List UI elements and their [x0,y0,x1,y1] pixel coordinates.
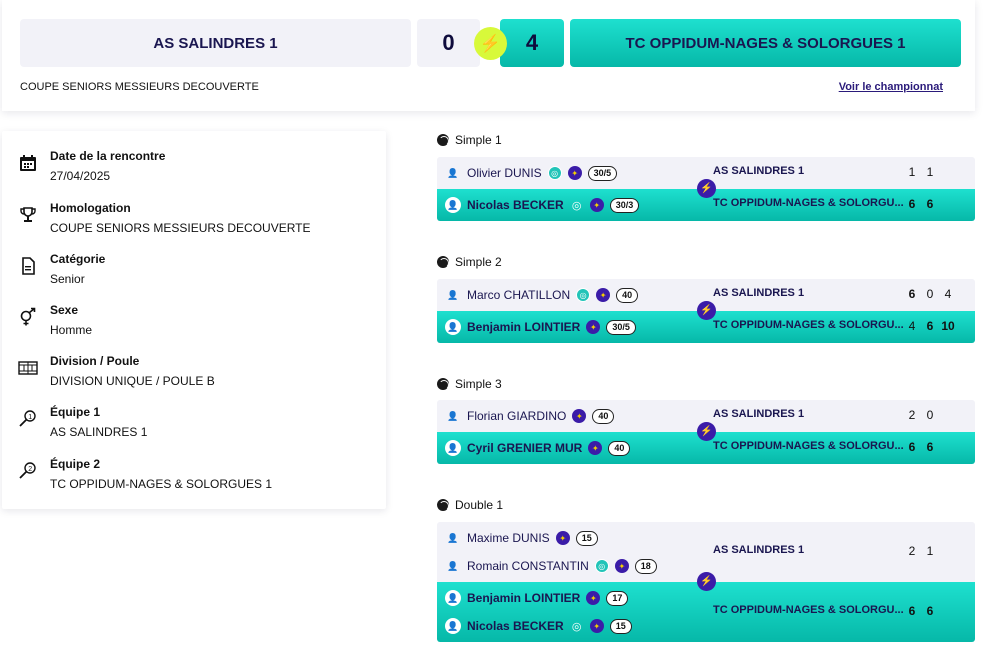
eu-badge-icon: ✦ [596,288,610,302]
player-ranking: 17 [606,591,628,606]
team-name: AS SALINDRES 1 [713,544,805,556]
set-scores [903,544,939,558]
trophy-icon [18,205,38,225]
away-score: 4 [500,19,564,67]
tennis-ball-badge-icon: ◎ [571,199,582,212]
match-title-text: Simple 1 [455,133,502,147]
team-name: AS SALINDRES 1 [713,408,805,420]
player-row[interactable] [445,438,630,458]
set-score: 6 [908,197,916,211]
match-header [2,0,975,111]
player-row[interactable] [445,285,638,305]
set-score: 6 [908,604,916,618]
set-score: 2 [908,544,916,558]
set-score: 0 [926,287,934,301]
set-score: 2 [908,408,916,422]
player-ranking: 30/5 [606,320,636,335]
player-row[interactable] [445,556,657,576]
player-row[interactable] [445,528,598,548]
info-value: Senior [50,272,85,286]
info-row [18,149,378,189]
bolt-icon: ⚡ [697,301,716,320]
home-team-name[interactable]: AS SALINDRES 1 [20,19,411,67]
info-row [18,303,378,343]
tennis-ball-icon [437,134,449,146]
eu-badge-icon: ✦ [586,591,600,605]
racket-2-icon [18,461,38,481]
tennis-ball-badge-icon: ◎ [548,166,562,180]
player-row[interactable] [445,406,614,426]
bolt-icon: ⚡ [697,572,716,591]
set-scores [903,165,939,179]
away-side [437,582,975,642]
player-ranking: 15 [610,619,632,634]
set-score: 6 [908,440,916,454]
competition-name: COUPE SENIORS MESSIEURS DECOUVERTE [20,81,259,93]
player-avatar-icon: 👤 [445,590,461,606]
set-scores [903,319,957,333]
info-label: Homologation [50,201,131,215]
set-score: 1 [926,544,934,558]
set-score: 6 [926,604,934,618]
tennis-ball-icon [437,499,449,511]
match-title [437,498,503,512]
player-row[interactable] [445,616,632,636]
svg-text:1: 1 [28,414,33,421]
player-row[interactable] [445,195,639,215]
eu-badge-icon: ✦ [572,409,586,423]
player-ranking: 30/5 [588,166,618,181]
team-name: TC OPPIDUM-NAGES & SOLORGU... [713,440,904,452]
eu-badge-icon: ✦ [590,198,604,212]
set-score: 1 [926,165,934,179]
player-avatar-icon: 👤 [447,532,459,543]
player-ranking: 18 [635,559,657,574]
info-value: 27/04/2025 [50,169,111,183]
player-row[interactable] [445,317,636,337]
team-name: AS SALINDRES 1 [713,165,805,177]
info-label: Catégorie [50,252,106,266]
player-name[interactable]: Florian GIARDINO [467,409,567,423]
player-ranking: 30/3 [610,198,640,213]
player-avatar-icon: 👤 [445,618,461,634]
player-avatar-icon: 👤 [447,289,459,300]
eu-badge-icon: ✦ [615,559,629,573]
tennis-ball-badge-icon: ◎ [595,559,609,573]
eu-badge-icon: ✦ [586,320,600,334]
player-name[interactable]: Maxime DUNIS [467,531,550,545]
player-name[interactable]: Marco CHATILLON [467,288,571,302]
player-avatar-icon: 👤 [447,560,459,571]
tennis-ball-badge-icon: ◎ [571,620,582,633]
tennis-ball-icon [437,378,449,390]
player-avatar-icon: 👤 [447,410,459,421]
player-name[interactable]: Cyril GRENIER MUR [467,441,583,455]
player-name[interactable]: Olivier DUNIS [467,166,542,180]
info-label: Équipe 1 [50,405,101,419]
bolt-icon: ⚡ [697,179,716,198]
set-score: 0 [926,408,934,422]
home-score: 0 [417,19,480,67]
match-title [437,377,502,391]
player-name[interactable]: Romain CONSTANTIN [467,559,589,573]
player-name[interactable]: Nicolas BECKER [467,198,564,212]
match-title-text: Double 1 [455,498,504,512]
eu-badge-icon: ✦ [568,166,582,180]
set-scores [903,197,939,211]
document-icon [18,256,38,276]
player-ranking: 15 [576,531,598,546]
match-info-card [2,131,386,509]
bolt-icon: ⚡ [697,422,716,441]
tennis-ball-badge-icon: ◎ [576,288,590,302]
player-name[interactable]: Benjamin LOINTIER [467,591,581,605]
set-score: 4 [944,287,952,301]
set-scores [903,604,939,618]
info-value: DIVISION UNIQUE / POULE B [50,374,215,388]
view-championship-link[interactable]: Voir le championnat [838,81,943,93]
info-value: TC OPPIDUM-NAGES & SOLORGUES 1 [50,477,273,491]
info-label: Date de la rencontre [50,149,166,163]
player-row[interactable] [445,588,628,608]
player-name[interactable]: Nicolas BECKER [467,619,564,633]
info-label: Équipe 2 [50,457,101,471]
tennis-ball-icon [437,256,449,268]
away-team-name[interactable]: TC OPPIDUM-NAGES & SOLORGUES 1 [570,19,961,67]
set-scores [903,287,957,301]
match-title-text: Simple 3 [455,377,502,391]
match-title-text: Simple 2 [455,255,502,269]
team-name: TC OPPIDUM-NAGES & SOLORGU... [713,319,904,331]
gender-icon [18,307,38,327]
svg-text:2: 2 [28,466,33,473]
set-score: 6 [926,319,934,333]
racket-1-icon [18,409,38,429]
player-avatar-icon: 👤 [445,319,461,335]
player-ranking: 40 [616,288,638,303]
set-score: 6 [926,440,934,454]
set-score: 1 [908,165,916,179]
team-name: TC OPPIDUM-NAGES & SOLORGU... [713,197,904,209]
bolt-icon: ⚡ [474,27,507,60]
info-label: Division / Poule [50,354,140,368]
info-row [18,405,378,445]
eu-badge-icon: ✦ [590,619,604,633]
set-scores [903,440,939,454]
info-label: Sexe [50,303,79,317]
player-avatar-icon: 👤 [445,440,461,456]
set-score: 6 [926,197,934,211]
set-score: 10 [941,319,955,333]
info-row [18,201,378,241]
court-icon [18,358,38,378]
player-ranking: 40 [592,409,614,424]
info-row [18,252,378,292]
eu-badge-icon: ✦ [556,531,570,545]
info-row [18,354,378,394]
match-title [437,133,502,147]
player-name[interactable]: Benjamin LOINTIER [467,320,581,334]
info-value: AS SALINDRES 1 [50,425,148,439]
calendar-icon [18,153,38,173]
player-row[interactable] [445,163,617,183]
set-score: 4 [908,319,916,333]
info-value: COUPE SENIORS MESSIEURS DECOUVERTE [50,221,311,235]
team-name: AS SALINDRES 1 [713,287,805,299]
player-avatar-icon: 👤 [447,167,459,178]
match-title [437,255,502,269]
player-avatar-icon: 👤 [445,197,461,213]
set-scores [903,408,939,422]
info-row [18,457,378,497]
player-ranking: 40 [608,441,630,456]
info-value: Homme [50,323,93,337]
eu-badge-icon: ✦ [588,441,602,455]
set-score: 6 [908,287,916,301]
team-name: TC OPPIDUM-NAGES & SOLORGU... [713,604,904,616]
